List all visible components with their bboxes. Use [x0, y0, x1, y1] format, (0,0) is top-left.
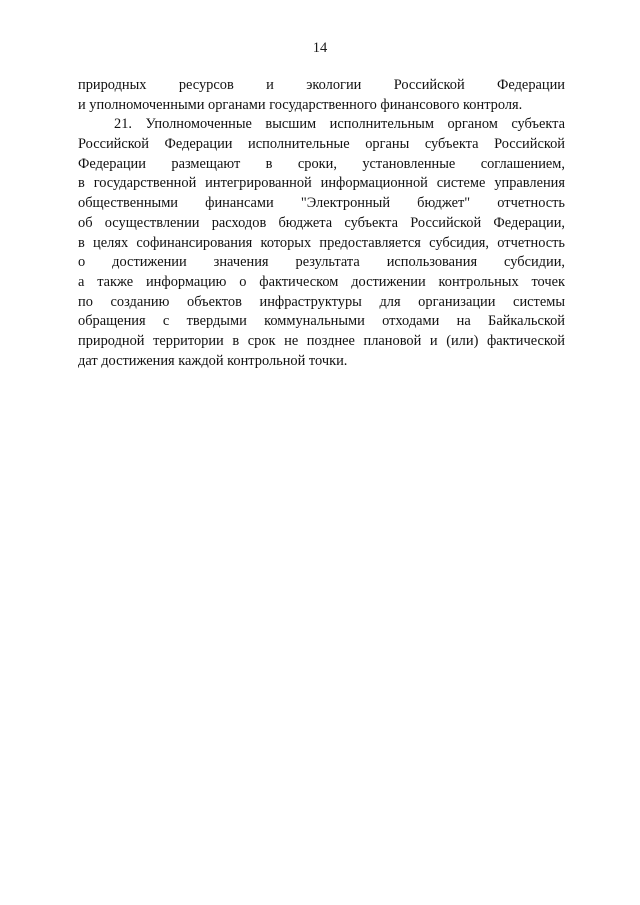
text-line: Российской Федерации исполнительные органы субъекта Российской	[78, 136, 565, 153]
text-line: природных ресурсов и экологии Российской Федерации	[78, 77, 565, 93]
text-line: а также информацию о фактическом достижении контрольных точек	[78, 273, 565, 290]
text-line: по созданию объектов инфраструктуры для организации системы	[78, 293, 565, 310]
text-line: Федерации размещают в сроки, установленные соглашением,	[78, 155, 565, 172]
text-line: общественными финансами "Электронный бюджет" отчетность	[78, 195, 565, 212]
text-line: в целях софинансирования которых предоставляется субсидия, отчетность	[78, 234, 565, 251]
text-line: природной территории в срок не позднее плановой и (или) фактической	[78, 332, 565, 349]
text-line: обращения с твердыми коммунальными отходами на Байкальской	[78, 313, 565, 330]
paragraph-21-first-line: 21. Уполномоченные высшим исполнительным органом субъекта	[114, 116, 565, 133]
text-line: о достижении значения результата использования субсидии,	[78, 254, 565, 271]
page-number: 14	[312, 40, 328, 56]
text-line: об осуществлении расходов бюджета субъекта Российской Федерации,	[78, 214, 565, 231]
text-line: дат достижения каждой контрольной точки.	[78, 352, 348, 369]
text-line: и уполномоченными органами государственного финансового контроля.	[78, 96, 523, 113]
text-line: в государственной интегрированной информационной системе управления	[78, 175, 565, 192]
document-body	[78, 76, 565, 371]
